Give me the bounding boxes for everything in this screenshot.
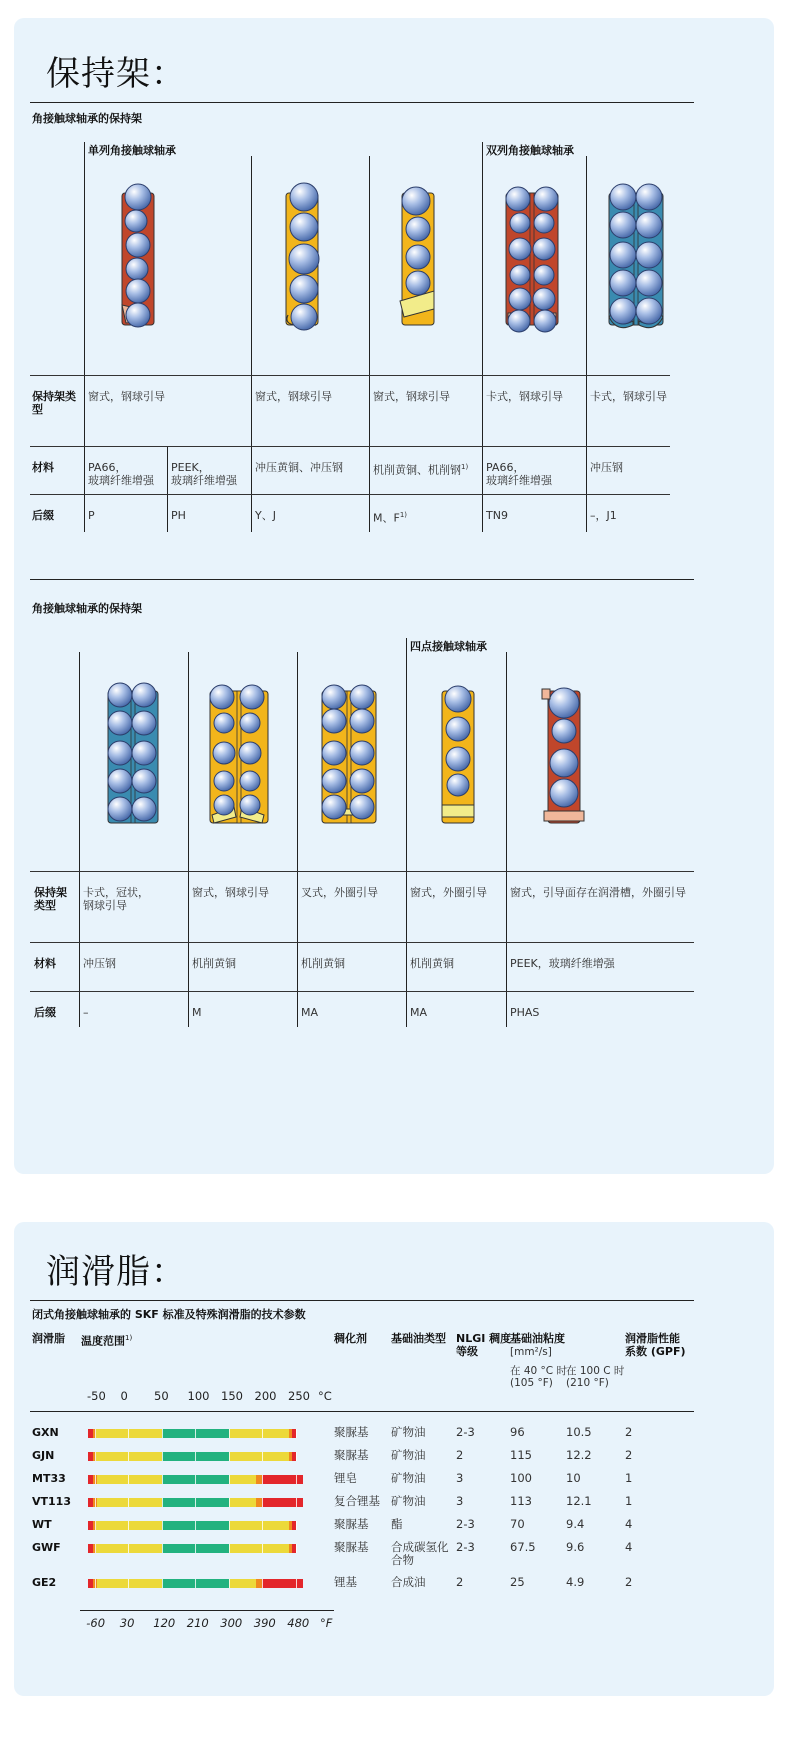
celsius-tick-label: 0 xyxy=(120,1389,128,1403)
nlgi-cell: 2 xyxy=(456,1575,464,1589)
fahrenheit-unit: °F xyxy=(320,1616,333,1630)
gpf-cell: 1 xyxy=(625,1494,633,1508)
row-label-cage-type: 保持架类型 xyxy=(34,886,67,912)
window-brass-cage-bearing-image xyxy=(204,681,272,831)
heading-rule xyxy=(30,102,694,103)
visc100-cell: 12.1 xyxy=(566,1494,592,1508)
fahrenheit-tick-label: 390 xyxy=(253,1616,276,1630)
thickener-cell: 复合锂基 xyxy=(334,1494,380,1508)
table2-rule xyxy=(30,579,694,580)
material-cell: PEEK，玻璃纤维增强 xyxy=(510,957,615,970)
crown-cage-bearing-image xyxy=(104,681,160,831)
bar-tick-separator xyxy=(95,1429,96,1438)
fahrenheit-tick-label: -60 xyxy=(86,1616,106,1630)
base-oil-cell: 矿物油 xyxy=(391,1448,426,1462)
double-row-polyamide-cage-image xyxy=(502,183,562,333)
bar-segment xyxy=(229,1579,257,1588)
group-single-row: 单列角接触球轴承 xyxy=(88,144,176,157)
visc100-cell: 4.9 xyxy=(566,1575,585,1589)
single-row-machined-cage-image xyxy=(392,183,442,333)
bar-tick-separator xyxy=(162,1579,163,1588)
bar-tick-separator xyxy=(262,1544,263,1553)
temperature-range-bar xyxy=(88,1579,302,1588)
bar-segment xyxy=(229,1452,289,1461)
suffix-cell: M xyxy=(192,1006,202,1019)
bar-tick-separator xyxy=(262,1521,263,1530)
bar-tick-separator xyxy=(195,1498,196,1507)
header-visc-40: 在 40 °C 时 (105 °F) xyxy=(510,1365,567,1389)
bar-segment xyxy=(229,1498,257,1507)
suffix-cell: –，J1 xyxy=(590,509,617,522)
nlgi-cell: 3 xyxy=(456,1494,464,1508)
thickener-cell: 锂基 xyxy=(334,1575,357,1589)
celsius-tick-label: 50 xyxy=(154,1389,169,1403)
material-cell: PA66， 玻璃纤维增强 xyxy=(88,461,154,487)
header-gpf: 润滑脂性能 系数 (GPF) xyxy=(625,1332,686,1358)
bar-tick-separator xyxy=(296,1498,297,1507)
bar-tick-separator xyxy=(262,1498,263,1507)
bar-tick-separator xyxy=(229,1579,230,1588)
nlgi-cell: 2-3 xyxy=(456,1517,475,1531)
temperature-range-bar xyxy=(88,1452,296,1461)
cages-heading: 保持架： xyxy=(46,54,186,94)
fahrenheit-tick-label: 210 xyxy=(186,1616,209,1630)
grease-name: VT113 xyxy=(32,1495,71,1508)
bar-tick-separator xyxy=(95,1475,96,1484)
material-cell: 冲压钢 xyxy=(83,957,116,970)
bar-segment xyxy=(97,1579,162,1588)
bar-segment xyxy=(97,1475,162,1484)
celsius-tick-label: -50 xyxy=(87,1389,106,1403)
bar-tick-separator xyxy=(95,1579,96,1588)
visc40-cell: 96 xyxy=(510,1425,525,1439)
header-thickener: 稠化剂 xyxy=(334,1332,367,1345)
visc40-cell: 100 xyxy=(510,1471,532,1485)
greases-panel xyxy=(14,1222,774,1696)
bar-tick-separator xyxy=(95,1544,96,1553)
row-label-material: 材料 xyxy=(32,461,54,474)
header-visc-100: 在 100 C 时 (210 °F) xyxy=(566,1365,625,1389)
bar-tick-separator xyxy=(162,1521,163,1530)
base-oil-cell: 合成碳氢化 合物 xyxy=(391,1540,449,1567)
bar-segment xyxy=(97,1498,162,1507)
prong-brass-cage-bearing-image xyxy=(316,681,380,831)
temperature-range-bar xyxy=(88,1475,302,1484)
bar-tick-separator xyxy=(95,1521,96,1530)
header-base-oil: 基础油类型 xyxy=(391,1332,446,1345)
material-cell: PEEK， 玻璃纤维增强 xyxy=(171,461,237,487)
single-row-stamped-cage-image xyxy=(276,183,326,333)
celsius-tick-label: 150 xyxy=(221,1389,243,1403)
bar-tick-separator xyxy=(162,1498,163,1507)
bar-tick-separator xyxy=(128,1579,129,1588)
material-cell: 机削黄铜 xyxy=(192,957,236,970)
suffix-cell: PH xyxy=(171,509,186,522)
thickener-cell: 聚脲基 xyxy=(334,1540,369,1554)
nlgi-cell: 3 xyxy=(456,1471,464,1485)
bar-tick-separator xyxy=(262,1429,263,1438)
bar-tick-separator xyxy=(296,1579,297,1588)
bar-tick-separator xyxy=(296,1452,297,1461)
bar-tick-separator xyxy=(128,1475,129,1484)
nlgi-cell: 2-3 xyxy=(456,1540,475,1554)
bar-tick-separator xyxy=(262,1475,263,1484)
header-viscosity: 基础油粘度 xyxy=(510,1332,565,1345)
suffix-cell: M、$F^{1)}$ xyxy=(373,511,408,525)
bar-tick-separator xyxy=(162,1452,163,1461)
celsius-tick-label: 200 xyxy=(254,1389,277,1403)
group-double-row: 双列角接触球轴承 xyxy=(486,144,574,157)
bar-tick-separator xyxy=(229,1475,230,1484)
bar-tick-separator xyxy=(229,1521,230,1530)
cage-type-cell: 窗式，外圈引导 xyxy=(410,886,487,899)
cage-type-cell: 叉式，外圈引导 xyxy=(301,886,378,899)
base-oil-cell: 酯 xyxy=(391,1517,403,1531)
fahrenheit-tick-label: 480 xyxy=(287,1616,310,1630)
cage-type-cell: 窗式，钢球引导 xyxy=(373,390,450,403)
visc40-cell: 113 xyxy=(510,1494,532,1508)
cage-type-cell: 卡式，钢球引导 xyxy=(590,390,667,403)
viscosity-unit: [mm²/s] xyxy=(510,1346,552,1358)
bar-segment xyxy=(229,1544,289,1553)
bar-segment xyxy=(229,1475,257,1484)
bar-tick-separator xyxy=(296,1429,297,1438)
gpf-cell: 2 xyxy=(625,1575,633,1589)
bar-tick-separator xyxy=(262,1579,263,1588)
bar-tick-separator xyxy=(229,1544,230,1553)
gpf-cell: 2 xyxy=(625,1425,633,1439)
cages-panel xyxy=(14,18,774,1174)
cage-type-cell: 窗式，钢球引导 xyxy=(192,886,269,899)
grease-name: MT33 xyxy=(32,1472,66,1485)
bar-tick-separator xyxy=(195,1521,196,1530)
grease-name: GJN xyxy=(32,1449,55,1462)
bar-tick-separator xyxy=(229,1452,230,1461)
thickener-cell: 聚脲基 xyxy=(334,1448,369,1462)
header-nlgi: NLGI 稠度 等级 xyxy=(456,1332,512,1358)
double-row-steel-cage-image xyxy=(605,183,667,333)
cage-type-cell: 窗式，引导面存在润滑槽，外圈引导 xyxy=(510,886,686,899)
material-cell: 机削黄铜 xyxy=(301,957,345,970)
bar-tick-separator xyxy=(229,1498,230,1507)
visc100-cell: 10 xyxy=(566,1471,581,1485)
suffix-cell: Y、J xyxy=(255,509,276,522)
material-cell: 机削黄铜、机削钢$^{1)}$ xyxy=(373,463,469,477)
header-temp-range: 温度范围$^{1)}$ xyxy=(81,1334,133,1348)
bar-tick-separator xyxy=(195,1579,196,1588)
material-cell: 冲压黄铜、冲压钢 xyxy=(255,461,343,474)
grease-name: GE2 xyxy=(32,1576,57,1589)
fahrenheit-tick-label: 120 xyxy=(153,1616,176,1630)
row-label-suffix: 后缀 xyxy=(32,509,54,522)
cage-type-cell: 窗式，钢球引导 xyxy=(88,390,165,403)
bar-tick-separator xyxy=(195,1544,196,1553)
heading-rule xyxy=(30,1300,694,1301)
visc100-cell: 10.5 xyxy=(566,1425,592,1439)
header-grease: 润滑脂 xyxy=(32,1332,65,1345)
suffix-cell: MA xyxy=(301,1006,319,1019)
thickener-cell: 锂皂 xyxy=(334,1471,357,1485)
bar-tick-separator xyxy=(195,1429,196,1438)
visc100-cell: 9.4 xyxy=(566,1517,585,1531)
row-label-material: 材料 xyxy=(34,957,56,970)
bar-tick-separator xyxy=(296,1521,297,1530)
greases-heading: 润滑脂： xyxy=(46,1252,186,1292)
bar-tick-separator xyxy=(162,1475,163,1484)
suffix-cell: TN9 xyxy=(486,509,508,522)
bar-tick-separator xyxy=(195,1452,196,1461)
bar-tick-separator xyxy=(128,1544,129,1553)
temperature-range-bar xyxy=(88,1498,302,1507)
celsius-unit: °C xyxy=(318,1389,332,1403)
suffix-cell: MA xyxy=(410,1006,428,1019)
gpf-cell: 4 xyxy=(625,1517,633,1531)
bar-segment xyxy=(229,1521,289,1530)
cage-type-cell: 卡式，冠状， 钢球引导 xyxy=(83,886,149,912)
bar-tick-separator xyxy=(162,1544,163,1553)
visc100-cell: 9.6 xyxy=(566,1540,585,1554)
group-four-point: 四点接触球轴承 xyxy=(410,640,487,653)
single-row-polyamide-cage-image xyxy=(112,183,162,333)
thickener-cell: 聚脲基 xyxy=(334,1517,369,1531)
temperature-range-bar xyxy=(88,1544,296,1553)
bar-tick-separator xyxy=(262,1452,263,1461)
bar-tick-separator xyxy=(128,1429,129,1438)
temperature-range-bar xyxy=(88,1429,296,1438)
row-label-cage-type: 保持架类型 xyxy=(32,390,76,416)
nlgi-cell: 2 xyxy=(456,1448,464,1462)
visc40-cell: 25 xyxy=(510,1575,525,1589)
material-cell: 冲压钢 xyxy=(590,461,623,474)
bar-tick-separator xyxy=(296,1544,297,1553)
celsius-tick-label: 250 xyxy=(288,1389,310,1403)
grease-name: WT xyxy=(32,1518,52,1531)
bar-tick-separator xyxy=(296,1475,297,1484)
base-oil-cell: 矿物油 xyxy=(391,1471,426,1485)
bar-segment xyxy=(229,1429,289,1438)
cage-type-cell: 卡式，钢球引导 xyxy=(486,390,563,403)
four-point-peek-cage-image xyxy=(538,681,590,831)
visc40-cell: 115 xyxy=(510,1448,532,1462)
gpf-cell: 1 xyxy=(625,1471,633,1485)
base-oil-cell: 合成油 xyxy=(391,1575,426,1589)
suffix-cell: P xyxy=(88,509,95,522)
visc100-cell: 12.2 xyxy=(566,1448,592,1462)
grease-name: GWF xyxy=(32,1541,61,1554)
visc40-cell: 70 xyxy=(510,1517,525,1531)
thickener-cell: 聚脲基 xyxy=(334,1425,369,1439)
bar-tick-separator xyxy=(229,1429,230,1438)
bar-tick-separator xyxy=(128,1452,129,1461)
gpf-cell: 2 xyxy=(625,1448,633,1462)
material-cell: 机削黄铜 xyxy=(410,957,454,970)
bar-tick-separator xyxy=(95,1498,96,1507)
material-cell: PA66， 玻璃纤维增强 xyxy=(486,461,552,487)
cage-type-cell: 窗式，钢球引导 xyxy=(255,390,332,403)
table1-section-title: 角接触球轴承的保持架 xyxy=(32,112,142,125)
row-label-suffix: 后缀 xyxy=(34,1006,56,1019)
celsius-tick-label: 100 xyxy=(187,1389,210,1403)
bar-tick-separator xyxy=(128,1521,129,1530)
nlgi-cell: 2-3 xyxy=(456,1425,475,1439)
suffix-cell: PHAS xyxy=(510,1006,540,1019)
suffix-cell: – xyxy=(83,1006,89,1019)
bar-tick-separator xyxy=(128,1498,129,1507)
table2-section-title: 角接触球轴承的保持架 xyxy=(32,602,142,615)
gpf-cell: 4 xyxy=(625,1540,633,1554)
bar-tick-separator xyxy=(95,1452,96,1461)
bar-tick-separator xyxy=(162,1429,163,1438)
temperature-range-bar xyxy=(88,1521,296,1530)
grease-table-title: 闭式角接触球轴承的 SKF 标准及特殊润滑脂的技术参数 xyxy=(32,1308,306,1321)
visc40-cell: 67.5 xyxy=(510,1540,536,1554)
grease-name: GXN xyxy=(32,1426,59,1439)
bar-tick-separator xyxy=(195,1475,196,1484)
base-oil-cell: 矿物油 xyxy=(391,1425,426,1439)
base-oil-cell: 矿物油 xyxy=(391,1494,426,1508)
fahrenheit-tick-label: 30 xyxy=(119,1616,135,1630)
four-point-brass-cage-image xyxy=(432,681,472,831)
fahrenheit-tick-label: 300 xyxy=(220,1616,243,1630)
